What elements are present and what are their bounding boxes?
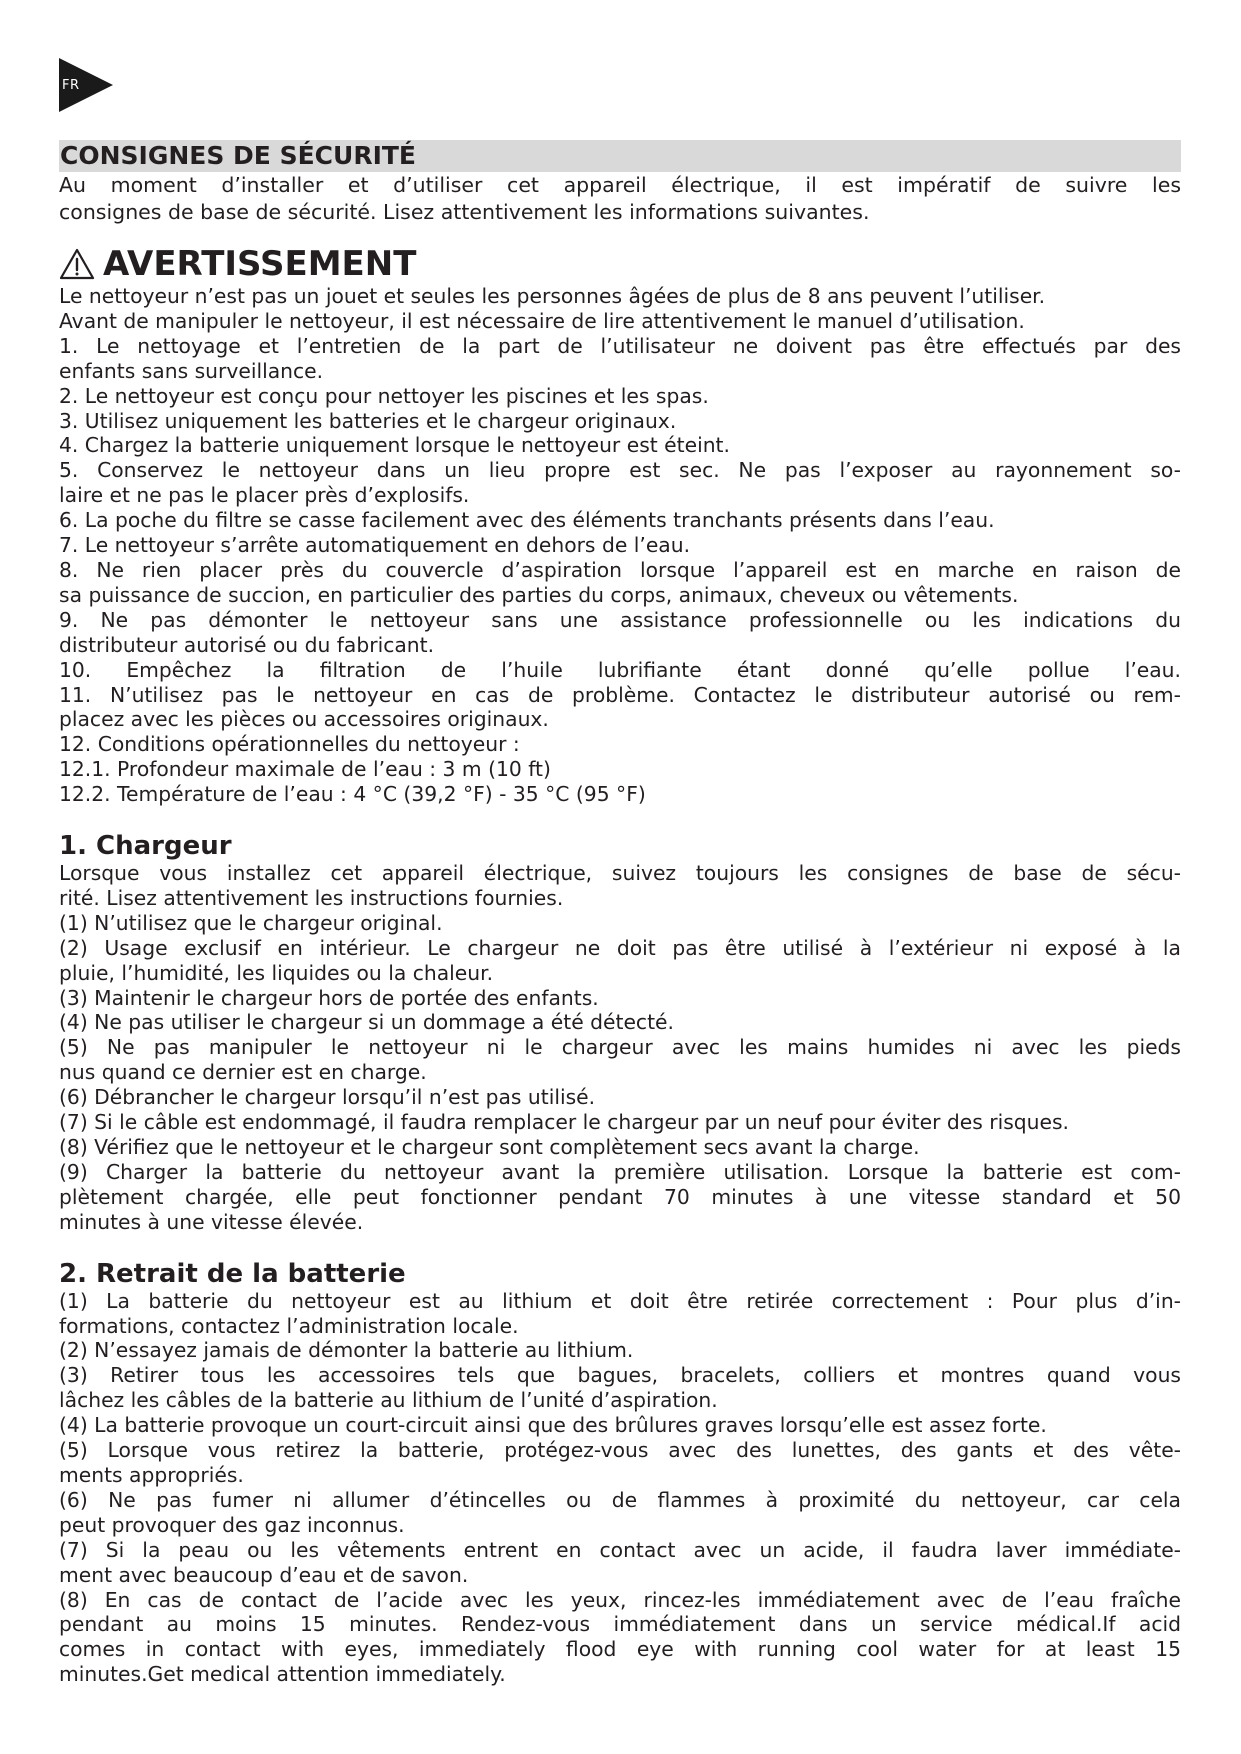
language-label: FR [62, 78, 80, 93]
charger-line: (6) Débrancher le chargeur lorsqu’il n’est pas utilisé. [59, 1085, 596, 1110]
warning-line: 8. Ne rien placer près du couvercle d’aspiration lorsque l’appareil est en marche en raison de [59, 557, 1181, 582]
battery-line: pendant au moins 15 minutes. Rendez-vous immédiatement dans un service médical.If acid [59, 1612, 1181, 1637]
warning-line: 10. Empêchez la filtration de l’huile lubrifiante étant donné qu’elle pollue l’eau. [59, 657, 1181, 682]
warning-line: 12.2. Température de l’eau : 4 °C (39,2 °F) - 35 °C (95 °F) [59, 782, 646, 807]
charger-line: (4) Ne pas utiliser le chargeur si un dommage a été détecté. [59, 1010, 674, 1035]
warning-line: laire et ne pas le placer près d’explosifs. [59, 483, 470, 508]
section-title: CONSIGNES DE SÉCURITÉ [59, 140, 1181, 172]
intro-line: Au moment d’installer et d’utiliser cet appareil électrique, il est impératif de suivre les [59, 173, 1181, 197]
document-body [59, 140, 1181, 1687]
battery-line: (5) Lorsque vous retirez la batterie, protégez-vous avec des lunettes, des gants et des vête- [59, 1438, 1181, 1463]
charger-line: pluie, l’humidité, les liquides ou la chaleur. [59, 960, 494, 985]
charger-line: minutes à une vitesse élevée. [59, 1209, 364, 1234]
warning-line: 4. Chargez la batterie uniquement lorsque le nettoyeur est éteint. [59, 433, 730, 458]
warning-line: 11. N’utilisez pas le nettoyeur en cas de problème. Contactez le distributeur autorisé ou rem- [59, 682, 1181, 707]
warning-line: 6. La poche du filtre se casse facilement avec des éléments tranchants présents dans l’eau. [59, 508, 995, 533]
battery-line: ment avec beaucoup d’eau et de savon. [59, 1562, 469, 1587]
charger-line: rité. Lisez attentivement les instructions fournies. [59, 885, 564, 910]
battery-line: lâchez les câbles de la batterie au lithium de l’unité d’aspiration. [59, 1388, 718, 1413]
warning-line: 7. Le nettoyeur s’arrête automatiquement en dehors de l’eau. [59, 533, 691, 558]
warning-line: Le nettoyeur n’est pas un jouet et seules les personnes âgées de plus de 8 ans peuvent l’utiliser. [59, 284, 1046, 308]
battery-line: (8) En cas de contact de l’acide avec les yeux, rincez-les immédiatement avec de l’eau fraîche [59, 1587, 1181, 1612]
battery-line: (7) Si la peau ou les vêtements entrent en contact avec un acide, il faudra laver immédiate- [59, 1537, 1181, 1562]
warning-line: Avant de manipuler le nettoyeur, il est nécessaire de lire attentivement le manuel d’utilisation. [59, 308, 1025, 333]
battery-heading: 2. Retrait de la batterie [59, 1258, 406, 1289]
intro-paragraph [59, 172, 1181, 226]
charger-line: plètement chargée, elle peut fonctionner pendant 70 minutes à une vitesse standard et 50 [59, 1184, 1181, 1209]
warning-line: 5. Conservez le nettoyeur dans un lieu propre est sec. Ne pas l’exposer au rayonnement so- [59, 458, 1181, 483]
charger-line: (2) Usage exclusif en intérieur. Le chargeur ne doit pas être utilisé à l’extérieur ni exposé à la [59, 935, 1181, 960]
warning-triangle-icon [59, 247, 95, 281]
battery-line: (2) N’essayez jamais de démonter la batterie au lithium. [59, 1338, 634, 1363]
warning-line: 3. Utilisez uniquement les batteries et le chargeur originaux. [59, 408, 677, 433]
charger-line: (1) N’utilisez que le chargeur original. [59, 910, 443, 935]
battery-line: (6) Ne pas fumer ni allumer d’étincelles ou de flammes à proximité du nettoyeur, car cela [59, 1487, 1181, 1512]
battery-line: (1) La batterie du nettoyeur est au lithium et doit être retirée correctement : Pour plus d’in- [59, 1288, 1181, 1313]
warning-line: placez avec les pièces ou accessoires originaux. [59, 707, 549, 732]
warning-line: enfants sans surveillance. [59, 358, 324, 383]
charger-list [59, 861, 1181, 1235]
charger-heading: 1. Chargeur [59, 831, 232, 862]
charger-line: Lorsque vous installez cet appareil électrique, suivez toujours les consignes de base de sécu- [59, 861, 1181, 886]
warning-line: 1. Le nettoyage et l’entretien de la part de l’utilisateur ne doivent pas être effectués par des [59, 333, 1181, 358]
battery-line: formations, contactez l’administration locale. [59, 1313, 519, 1338]
charger-line: nus quand ce dernier est en charge. [59, 1060, 427, 1085]
battery-line: (4) La batterie provoque un court-circuit ainsi que des brûlures graves lorsqu’elle est assez forte. [59, 1413, 1047, 1438]
charger-line: (8) Vérifiez que le nettoyeur et le chargeur sont complètement secs avant la charge. [59, 1135, 920, 1159]
warning-line: 2. Le nettoyeur est conçu pour nettoyer les piscines et les spas. [59, 383, 709, 408]
charger-line: (5) Ne pas manipuler le nettoyeur ni le chargeur avec les mains humides ni avec les pieds [59, 1035, 1181, 1060]
battery-list [59, 1289, 1181, 1688]
battery-line: minutes.Get medical attention immediately. [59, 1662, 506, 1687]
warning-line: 12. Conditions opérationnelles du nettoyeur : [59, 732, 520, 757]
warning-line: sa puissance de succion, en particulier des parties du corps, animaux, cheveux ou vêtements. [59, 582, 1019, 607]
battery-line: ments appropriés. [59, 1462, 244, 1487]
warning-line: distributeur autorisé ou du fabricant. [59, 632, 435, 657]
intro-line: consignes de base de sécurité. Lisez attentivement les informations suivantes. [59, 200, 870, 224]
battery-line: (3) Retirer tous les accessoires tels que bagues, bracelets, colliers et montres quand vous [59, 1363, 1181, 1388]
battery-line: peut provoquer des gaz inconnus. [59, 1512, 405, 1537]
warning-list [59, 284, 1181, 807]
warning-heading [59, 244, 1181, 284]
warning-title: AVERTISSEMENT [103, 244, 417, 284]
charger-line: (7) Si le câble est endommagé, il faudra remplacer le chargeur par un neuf pour éviter des risques. [59, 1110, 1070, 1135]
charger-line: (9) Charger la batterie du nettoyeur avant la première utilisation. Lorsque la batterie est com- [59, 1159, 1181, 1184]
charger-line: (3) Maintenir le chargeur hors de portée des enfants. [59, 985, 599, 1010]
battery-line: comes in contact with eyes, immediately flood eye with running cool water for at least 15 [59, 1637, 1181, 1662]
warning-line: 12.1. Profondeur maximale de l’eau : 3 m (10 ft) [59, 757, 551, 782]
warning-line: 9. Ne pas démonter le nettoyeur sans une assistance professionnelle ou les indications du [59, 607, 1181, 632]
